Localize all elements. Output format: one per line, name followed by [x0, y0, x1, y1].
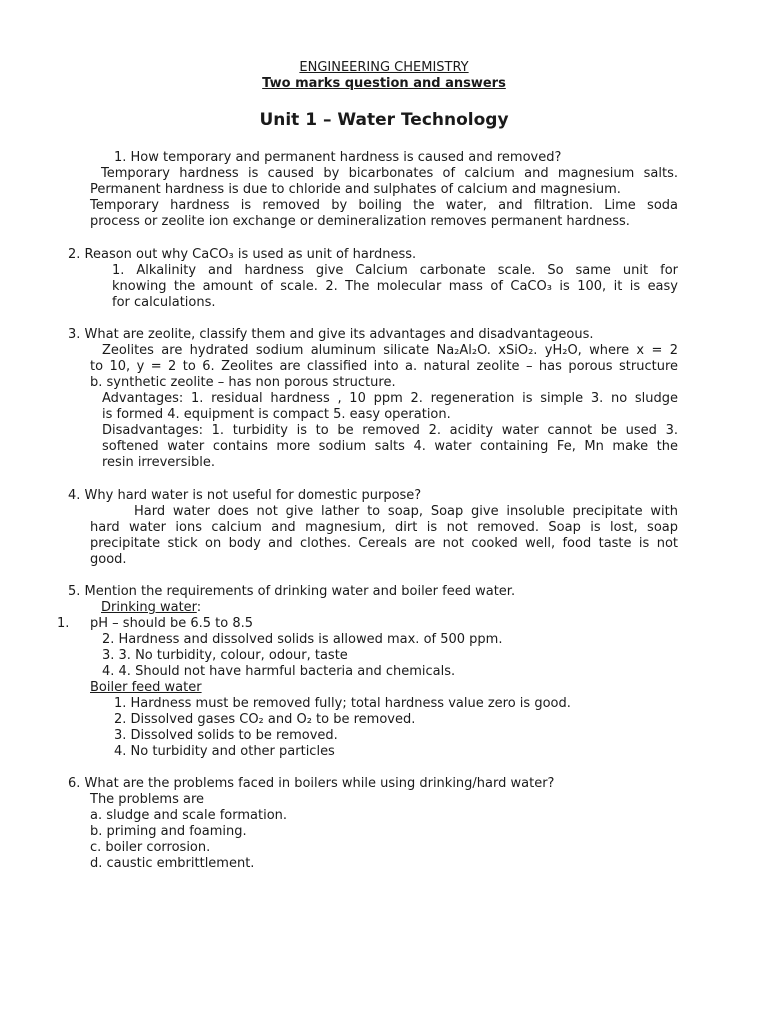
boiler-item-3: 3. Dissolved solids to be removed.	[114, 728, 338, 743]
answer-3-line-2: to 10, y = 2 to 6. Zeolites are classified into a. natural zeolite – has porous structure	[90, 359, 678, 374]
problem-b: b. priming and foaming.	[90, 824, 247, 839]
advantages-line-2: is formed 4. equipment is compact 5. easy operation.	[102, 407, 451, 422]
document-subtitle: Two marks question and answers	[262, 76, 506, 91]
answer-4-line-2: hard water ions calcium and magnesium, dirt is not removed. Soap is lost, soap	[90, 520, 678, 535]
answer-1-line-2: Permanent hardness is due to chloride and sulphates of calcium and magnesium.	[90, 182, 621, 197]
boiler-item-4: 4. No turbidity and other particles	[114, 744, 335, 759]
answer-3-line-1: Zeolites are hydrated sodium aluminum silicate Na₂Al₂O. xSiO₂. yH₂O, where x = 2	[102, 343, 678, 358]
drinking-item-1-number: 1.	[57, 616, 70, 631]
disadvantages-line-3: resin irreversible.	[102, 455, 216, 470]
drinking-water-colon: :	[196, 600, 202, 615]
answer-1-line-3: Temporary hardness is removed by boiling the water, and filtration. Lime soda	[90, 198, 678, 213]
answer-2-line-1: 1. Alkalinity and hardness give Calcium carbonate scale. So same unit for	[112, 263, 678, 278]
answer-1-line-1: Temporary hardness is caused by bicarbonates of calcium and magnesium salts.	[101, 166, 678, 181]
drinking-item-1: pH – should be 6.5 to 8.5	[90, 616, 254, 631]
problems-intro: The problems are	[90, 792, 205, 807]
answer-2-line-2: knowing the amount of scale. 2. The molecular mass of CaCO₃ is 100, it is easy	[112, 279, 678, 294]
drinking-water-label: Drinking water	[101, 600, 197, 615]
answer-1-line-4: process or zeolite ion exchange or demineralization removes permanent hardness.	[90, 214, 630, 229]
problem-a: a. sludge and scale formation.	[90, 808, 288, 823]
answer-4-line-3: precipitate stick on body and clothes. Cereals are not cooked well, food taste is not	[90, 536, 678, 551]
question-3: 3. What are zeolite, classify them and give its advantages and disadvantageous.	[68, 327, 594, 342]
question-6: 6. What are the problems faced in boilers while using drinking/hard water?	[68, 776, 555, 791]
question-2: 2. Reason out why CaCO₃ is used as unit of hardness.	[68, 247, 417, 262]
drinking-item-3: 3. 3. No turbidity, colour, odour, taste	[102, 648, 348, 663]
drinking-water-heading	[101, 600, 201, 616]
question-4: 4. Why hard water is not useful for domestic purpose?	[68, 488, 422, 503]
question-5: 5. Mention the requirements of drinking water and boiler feed water.	[68, 584, 516, 599]
unit-title: Unit 1 – Water Technology	[259, 110, 509, 130]
boiler-feed-water-heading: Boiler feed water	[90, 680, 202, 695]
problem-d: d. caustic embrittlement.	[90, 856, 255, 871]
advantages-line-1: Advantages: 1. residual hardness , 10 ppm 2. regeneration is simple 3. no sludge	[102, 391, 678, 406]
boiler-item-1: 1. Hardness must be removed fully; total hardness value zero is good.	[114, 696, 571, 711]
answer-2-line-3: for calculations.	[112, 295, 216, 310]
boiler-item-2: 2. Dissolved gases CO₂ and O₂ to be removed.	[114, 712, 416, 727]
answer-3-line-3: b. synthetic zeolite – has non porous structure.	[90, 375, 396, 390]
drinking-item-2: 2. Hardness and dissolved solids is allowed max. of 500 ppm.	[102, 632, 503, 647]
problem-c: c. boiler corrosion.	[90, 840, 211, 855]
disadvantages-line-1: Disadvantages: 1. turbidity is to be removed 2. acidity water cannot be used 3.	[102, 423, 678, 438]
question-1: 1. How temporary and permanent hardness is caused and removed?	[114, 150, 562, 165]
disadvantages-line-2: softened water contains more sodium salts 4. water containing Fe, Mn make the	[102, 439, 678, 454]
answer-4-line-4: good.	[90, 552, 127, 567]
answer-4-line-1: Hard water does not give lather to soap, Soap give insoluble precipitate with	[134, 504, 678, 519]
drinking-item-4: 4. 4. Should not have harmful bacteria and chemicals.	[102, 664, 456, 679]
course-title: ENGINEERING CHEMISTRY	[299, 60, 469, 75]
